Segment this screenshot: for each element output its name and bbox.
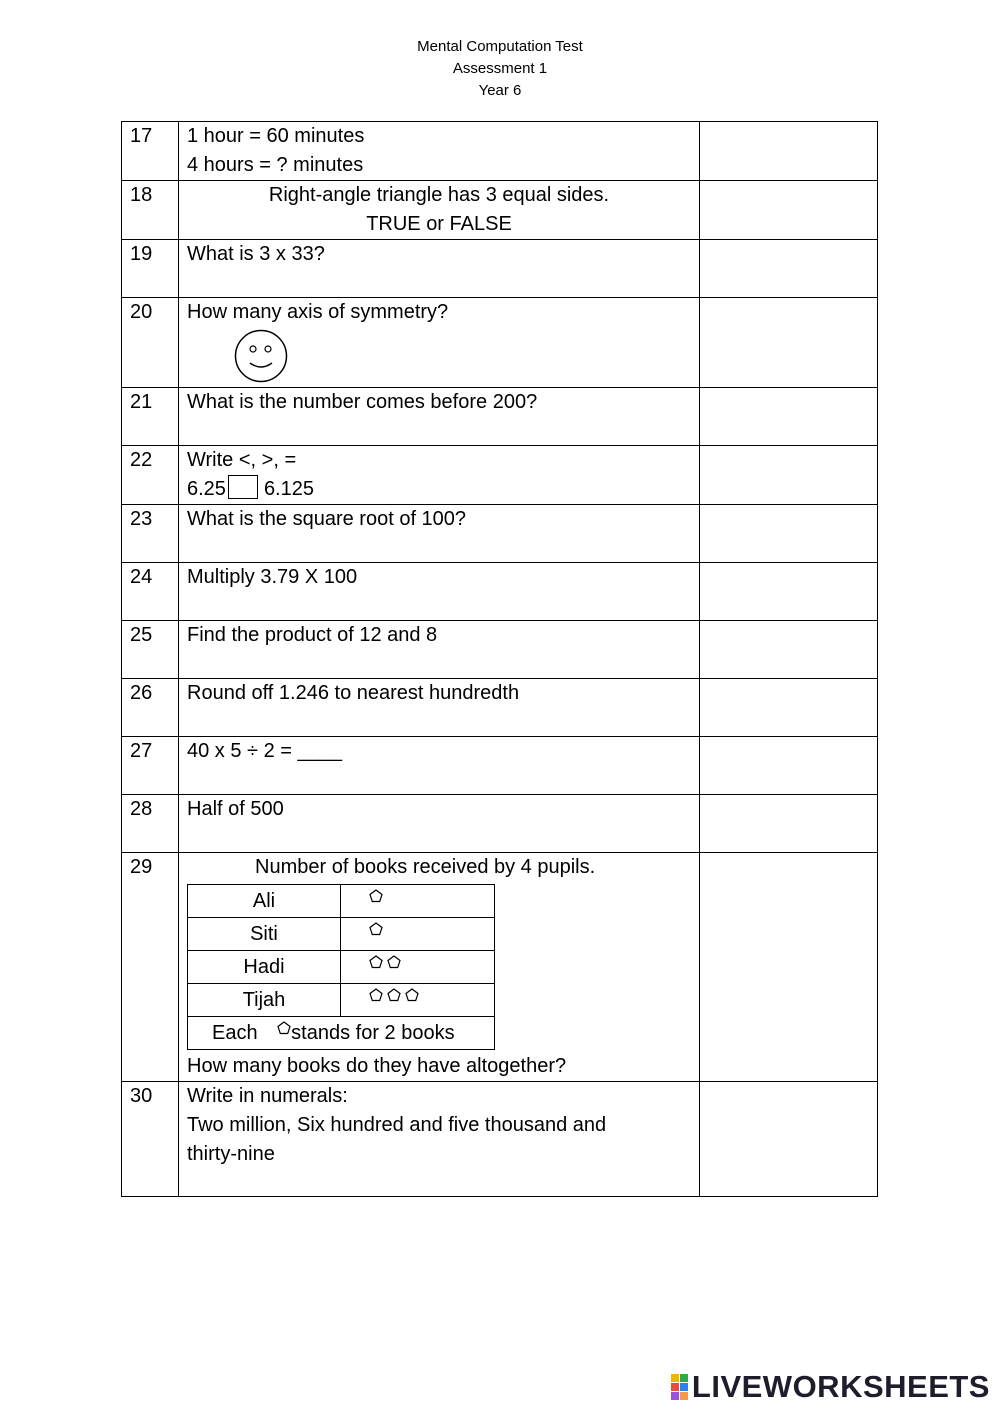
table-row (122, 298, 878, 388)
pentagon-icon (369, 955, 383, 969)
pupil-name: Siti (188, 918, 341, 951)
pentagon-icon (387, 955, 401, 969)
pictograph-symbols (341, 984, 495, 1017)
table-row (122, 446, 878, 505)
question-number: 24 (122, 563, 179, 621)
question-number: 20 (122, 298, 179, 388)
question-number: 25 (122, 621, 179, 679)
question-number: 17 (122, 122, 179, 181)
answer-cell[interactable] (700, 679, 878, 737)
table-row (122, 795, 878, 853)
year-label: Year 6 (478, 82, 522, 99)
question-text: Multiply 3.79 X 100 (179, 563, 700, 621)
table-row (122, 388, 878, 446)
pentagon-icon (387, 988, 401, 1002)
pictograph-title: Number of books received by 4 pupils. (255, 856, 596, 878)
table-row (122, 679, 878, 737)
logo-blocks-icon (671, 1374, 688, 1400)
table-row (122, 737, 878, 795)
answer-cell[interactable] (700, 1082, 878, 1197)
table-row (122, 563, 878, 621)
question-number: 22 (122, 446, 179, 505)
answer-cell[interactable] (700, 621, 878, 679)
question-number: 23 (122, 505, 179, 563)
question-number: 29 (122, 853, 179, 1082)
pupil-name: Hadi (188, 951, 341, 984)
pentagon-icon (369, 988, 383, 1002)
pentagon-icon (405, 988, 419, 1002)
table-row (122, 853, 878, 1082)
pictograph-table (187, 884, 495, 1050)
answer-cell[interactable] (700, 298, 878, 388)
pupil-name: Tijah (188, 984, 341, 1017)
answer-cell[interactable] (700, 240, 878, 298)
compare-left-value: 6.25 (187, 478, 226, 500)
comparison-box[interactable] (228, 475, 258, 499)
table-row (122, 122, 878, 181)
compare-right-value: 6.125 (263, 478, 314, 500)
table-row (122, 1082, 878, 1197)
pictograph-row (188, 951, 495, 984)
question-text: Write <, >, = 6.25 6.125 (179, 446, 700, 505)
question-number: 21 (122, 388, 179, 446)
question-text: Half of 500 (179, 795, 700, 853)
table-row (122, 181, 878, 240)
pictograph-symbols (341, 885, 495, 918)
question-number: 27 (122, 737, 179, 795)
pentagon-icon (369, 922, 383, 936)
pictograph-row (188, 885, 495, 918)
table-row (122, 240, 878, 298)
answer-cell[interactable] (700, 446, 878, 505)
question-table (121, 121, 878, 1197)
question-text: How many axis of symmetry? (179, 298, 700, 388)
pictograph-symbols (341, 951, 495, 984)
question-text: 40 x 5 ÷ 2 = ____ (179, 737, 700, 795)
answer-cell[interactable] (700, 505, 878, 563)
smiley-face-icon (233, 329, 289, 383)
table-row (122, 505, 878, 563)
question-number: 30 (122, 1082, 179, 1197)
question-text: What is 3 x 33? (179, 240, 700, 298)
question-number: 19 (122, 240, 179, 298)
question-text: What is the square root of 100? (179, 505, 700, 563)
question-number: 26 (122, 679, 179, 737)
pupil-name: Ali (188, 885, 341, 918)
answer-cell[interactable] (700, 563, 878, 621)
pictograph-key: Each stands for 2 books (188, 1017, 495, 1050)
assessment-label: Assessment 1 (452, 60, 548, 77)
pictograph-row (188, 984, 495, 1017)
answer-cell[interactable] (700, 122, 878, 181)
question-number: 18 (122, 181, 179, 240)
liveworksheets-logo (671, 1369, 990, 1405)
pentagon-icon (369, 889, 383, 903)
answer-cell[interactable] (700, 388, 878, 446)
pictograph-symbols (341, 918, 495, 951)
question-text: What is the number comes before 200? (179, 388, 700, 446)
test-title: Mental Computation Test (417, 38, 583, 55)
question-text: 1 hour = 60 minutes 4 hours = ? minutes (179, 122, 700, 181)
answer-cell[interactable] (700, 795, 878, 853)
pictograph-row (188, 918, 495, 951)
answer-cell[interactable] (700, 737, 878, 795)
table-row (122, 621, 878, 679)
answer-cell[interactable] (700, 853, 878, 1082)
answer-cell[interactable] (700, 181, 878, 240)
question-text: Write in numerals: Two million, Six hundred and five thousand and thirty-nine (179, 1082, 700, 1197)
pictograph-key-row (188, 1017, 495, 1050)
question-text: Right-angle triangle has 3 equal sides. TRUE or FALSE (179, 181, 700, 240)
question-text: Round off 1.246 to nearest hundredth (179, 679, 700, 737)
pentagon-icon (277, 1021, 291, 1035)
pictograph-question: How many books do they have altogether? (187, 1055, 567, 1077)
question-text (179, 853, 700, 1082)
question-number: 28 (122, 795, 179, 853)
brand-name: LIVEWORKSHEETS (691, 1369, 990, 1404)
question-text: Find the product of 12 and 8 (179, 621, 700, 679)
